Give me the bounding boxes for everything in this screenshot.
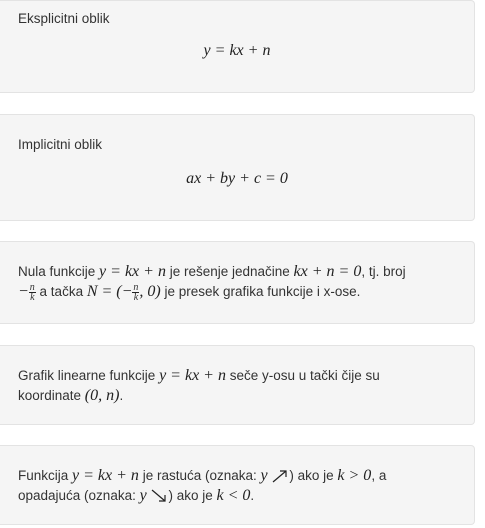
equation-inline: kx + n = 0 bbox=[293, 263, 362, 280]
implicit-form-card bbox=[0, 114, 475, 221]
fraction-n-over-k: $\frac{n}{k}$ bbox=[29, 281, 35, 303]
monotonicity-text: Funkcija y = kx + n je rastuća (oznaka: y ) ako je k > 0, a opadajuća (oznaka: y ) ako je k < 0. bbox=[18, 467, 387, 504]
fraction-n-over-k-point: $\frac{n}{k}$ bbox=[133, 281, 139, 303]
explicit-form-label: Eksplicitni oblik bbox=[18, 11, 110, 26]
function-zero-text: Nula funkcije y = kx + n je rešenje jednačine kx + n = 0, tj. broj − $\frac{n}{k}$ a tačka N = (− $\frac{n}{k}$ , 0) je presek grafika funkcije i x-ose. bbox=[18, 263, 406, 303]
explicit-form-formula: y = kx + n bbox=[203, 42, 271, 59]
monotonicity-card bbox=[0, 445, 475, 525]
decreasing-arrow-icon bbox=[150, 489, 168, 503]
increasing-arrow-icon bbox=[271, 469, 289, 483]
function-zero-card bbox=[0, 241, 475, 324]
explicit-form-card bbox=[0, 0, 475, 93]
y-intercept-text: Grafik linearne funkcije y = kx + n seče y-osu u tački čije su koordinate (0, n). bbox=[18, 367, 380, 404]
formula-inline: y = kx + n bbox=[99, 263, 166, 280]
y-intercept-card bbox=[0, 345, 475, 425]
implicit-form-formula: ax + by + c = 0 bbox=[186, 170, 288, 187]
implicit-form-label: Implicitni oblik bbox=[18, 137, 103, 152]
